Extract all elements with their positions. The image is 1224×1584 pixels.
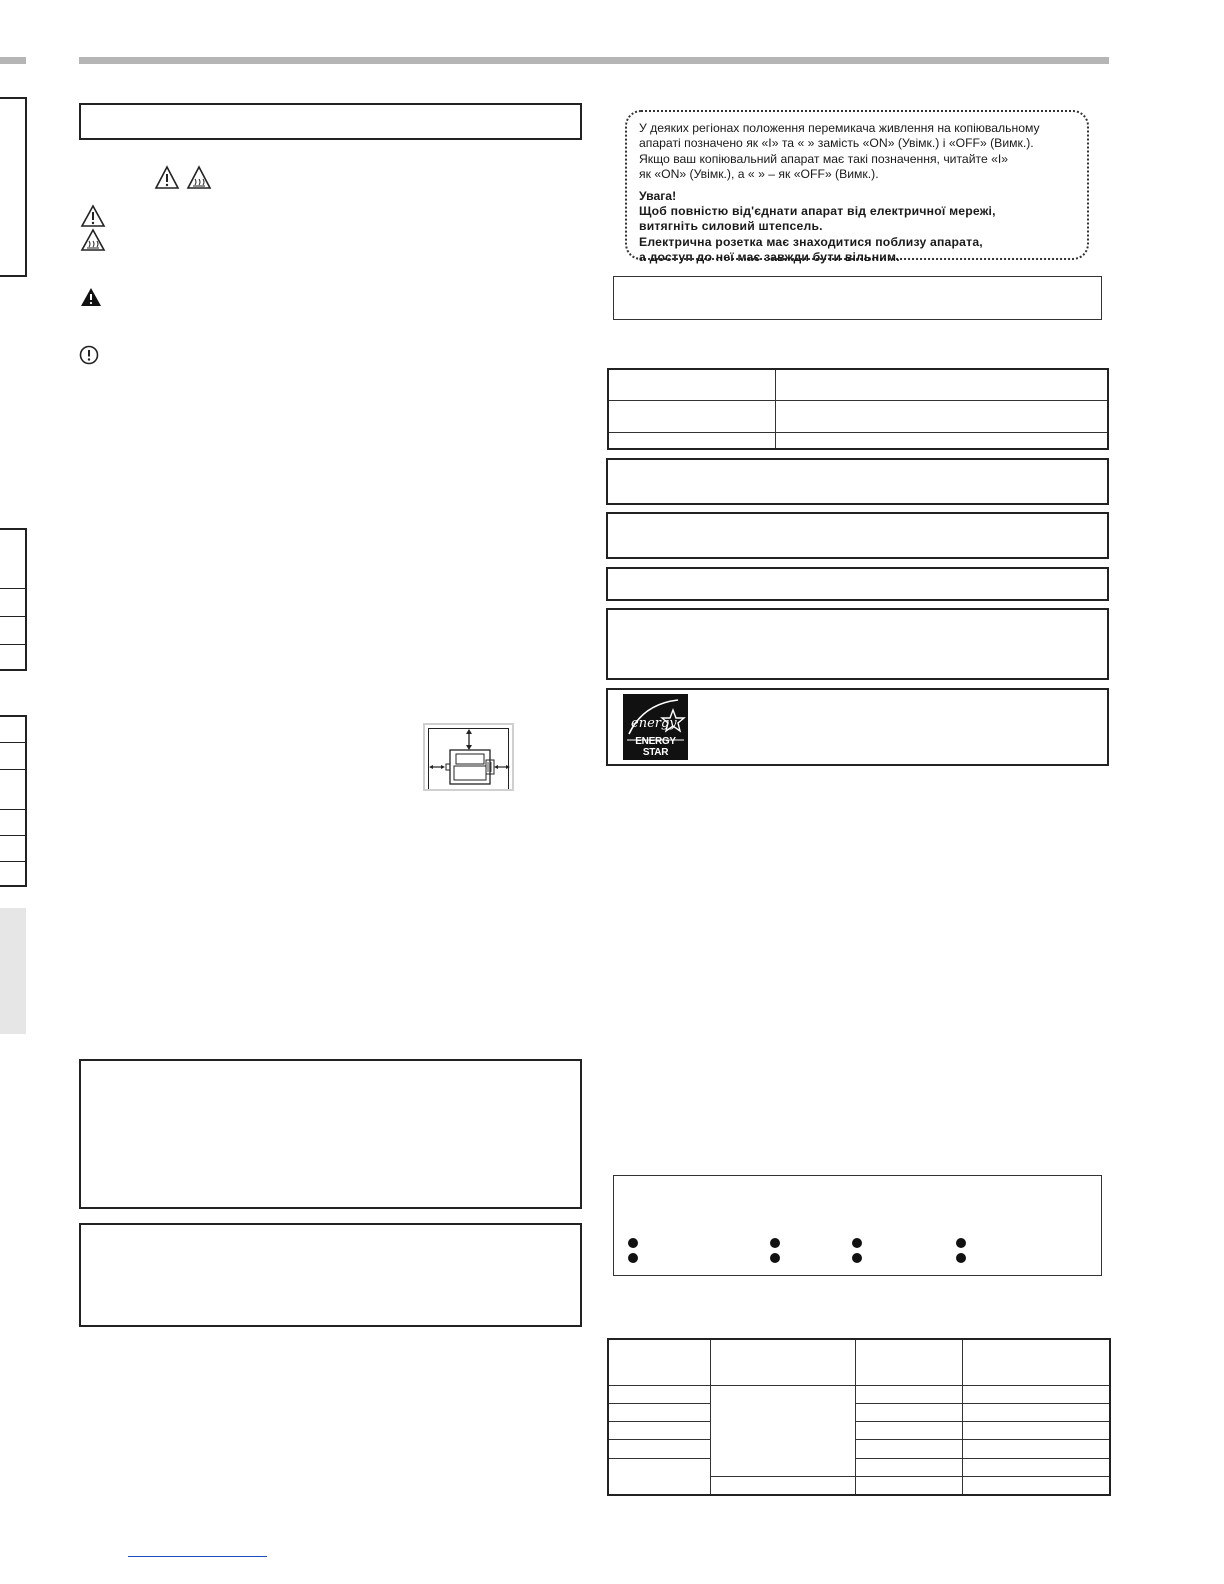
info-box-right-2 (606, 458, 1109, 505)
notice-line: апараті позначено як «I» та « » замість «ON» (Увімк.) і «OFF» (Вимк.). (639, 136, 1034, 151)
table-cell (608, 369, 776, 400)
energy-star-label: ENERGY STAR (635, 736, 676, 758)
table-cell (608, 1421, 711, 1439)
hot-surface-icon (80, 228, 106, 252)
filled-warning-icon (80, 287, 102, 307)
bullet-dot-icon (628, 1253, 638, 1263)
clearance-figure (423, 723, 514, 791)
bullet-dot-icon (852, 1238, 862, 1248)
side-tab-divider (0, 742, 25, 743)
warning-icons-inline (154, 165, 214, 191)
table-cell (608, 1458, 711, 1495)
side-tab-divider (0, 588, 25, 589)
table-cell (856, 1421, 963, 1439)
energy-script: energy (631, 716, 677, 731)
table-cell (608, 1439, 711, 1458)
table-cell (856, 1476, 963, 1495)
bullet-dot-icon (770, 1253, 780, 1263)
table-cell (963, 1403, 1111, 1421)
notice-warning-line: Щоб повністю від'єднати апарат від електричної мережі, (639, 204, 996, 219)
table-cell (963, 1458, 1111, 1476)
table-cell (608, 1403, 711, 1421)
table-header-cell (608, 1339, 711, 1385)
hot-surface-icon (188, 167, 210, 188)
table-cell (856, 1458, 963, 1476)
table-cell (963, 1421, 1111, 1439)
table-cell (776, 369, 1109, 400)
table-cell (608, 1385, 711, 1403)
table-cell (711, 1476, 856, 1495)
side-tab-divider (0, 769, 25, 770)
info-box-right-5 (606, 608, 1109, 680)
energy-star-logo (623, 694, 688, 760)
info-box-right-3 (606, 512, 1109, 559)
notice-line: У деяких регіонах положення перемикача живлення на копіювальному (639, 121, 1040, 135)
table-cell (608, 432, 776, 449)
table-cell (776, 400, 1109, 432)
warning-triangle-icon (80, 204, 106, 228)
notice-warning-line: а доступ до неї має завжди бути вільним. (639, 250, 900, 265)
table-cell (711, 1385, 856, 1476)
bullet-dot-icon (770, 1238, 780, 1248)
header-bar-left (0, 57, 26, 64)
notice-warning-line: Електрична розетка має знаходитися поблизу апарата, (639, 234, 983, 249)
info-box-right-4 (606, 567, 1109, 601)
side-tab-divider (0, 616, 25, 617)
side-tab-divider (0, 835, 25, 836)
info-box-right-1 (613, 276, 1102, 320)
table-cell (963, 1476, 1111, 1495)
table-cell (776, 432, 1109, 449)
side-tab-top (0, 97, 27, 277)
notice-warning-title: Увага! (639, 188, 677, 203)
table-cell (856, 1439, 963, 1458)
table-header-cell (963, 1339, 1111, 1385)
bullet-dot-icon (956, 1253, 966, 1263)
table-header-cell (711, 1339, 856, 1385)
bullet-dot-icon (628, 1238, 638, 1248)
side-tab-divider (0, 644, 25, 645)
table-cell (608, 400, 776, 432)
table-cell (963, 1385, 1111, 1403)
bullet-list-box (613, 1175, 1102, 1276)
info-box-left-2 (79, 1223, 582, 1327)
side-tab-group-2 (0, 715, 27, 887)
notice-line: як «ON» (Увімк.), а « » – як «OFF» (Вимк.). (639, 167, 879, 182)
table-cell (856, 1385, 963, 1403)
spec-table (607, 368, 1109, 450)
notice-line: Якщо ваш копіювальний апарат має такі позначення, читайте «I» (639, 151, 1009, 166)
header-bar (79, 57, 1109, 64)
footer-link-underline[interactable] (128, 1556, 267, 1557)
table-header-cell (856, 1339, 963, 1385)
side-tab-grey (0, 908, 26, 1034)
info-box-left-1 (79, 1059, 582, 1209)
power-switch-notice (625, 110, 1089, 265)
bottom-table (607, 1338, 1111, 1496)
notice-warning-line: витягніть силовий штепсель. (639, 219, 823, 234)
table-cell (856, 1403, 963, 1421)
side-tab-group-1 (0, 528, 27, 671)
table-cell (963, 1439, 1111, 1458)
section-heading-box (79, 103, 582, 140)
side-tab-divider (0, 809, 25, 810)
bullet-dot-icon (956, 1238, 966, 1248)
exclamation-circle-icon (79, 345, 99, 365)
bullet-dot-icon (852, 1253, 862, 1263)
warning-triangle-icon (156, 167, 178, 188)
side-tab-divider (0, 861, 25, 862)
copier-illustration (428, 728, 511, 791)
